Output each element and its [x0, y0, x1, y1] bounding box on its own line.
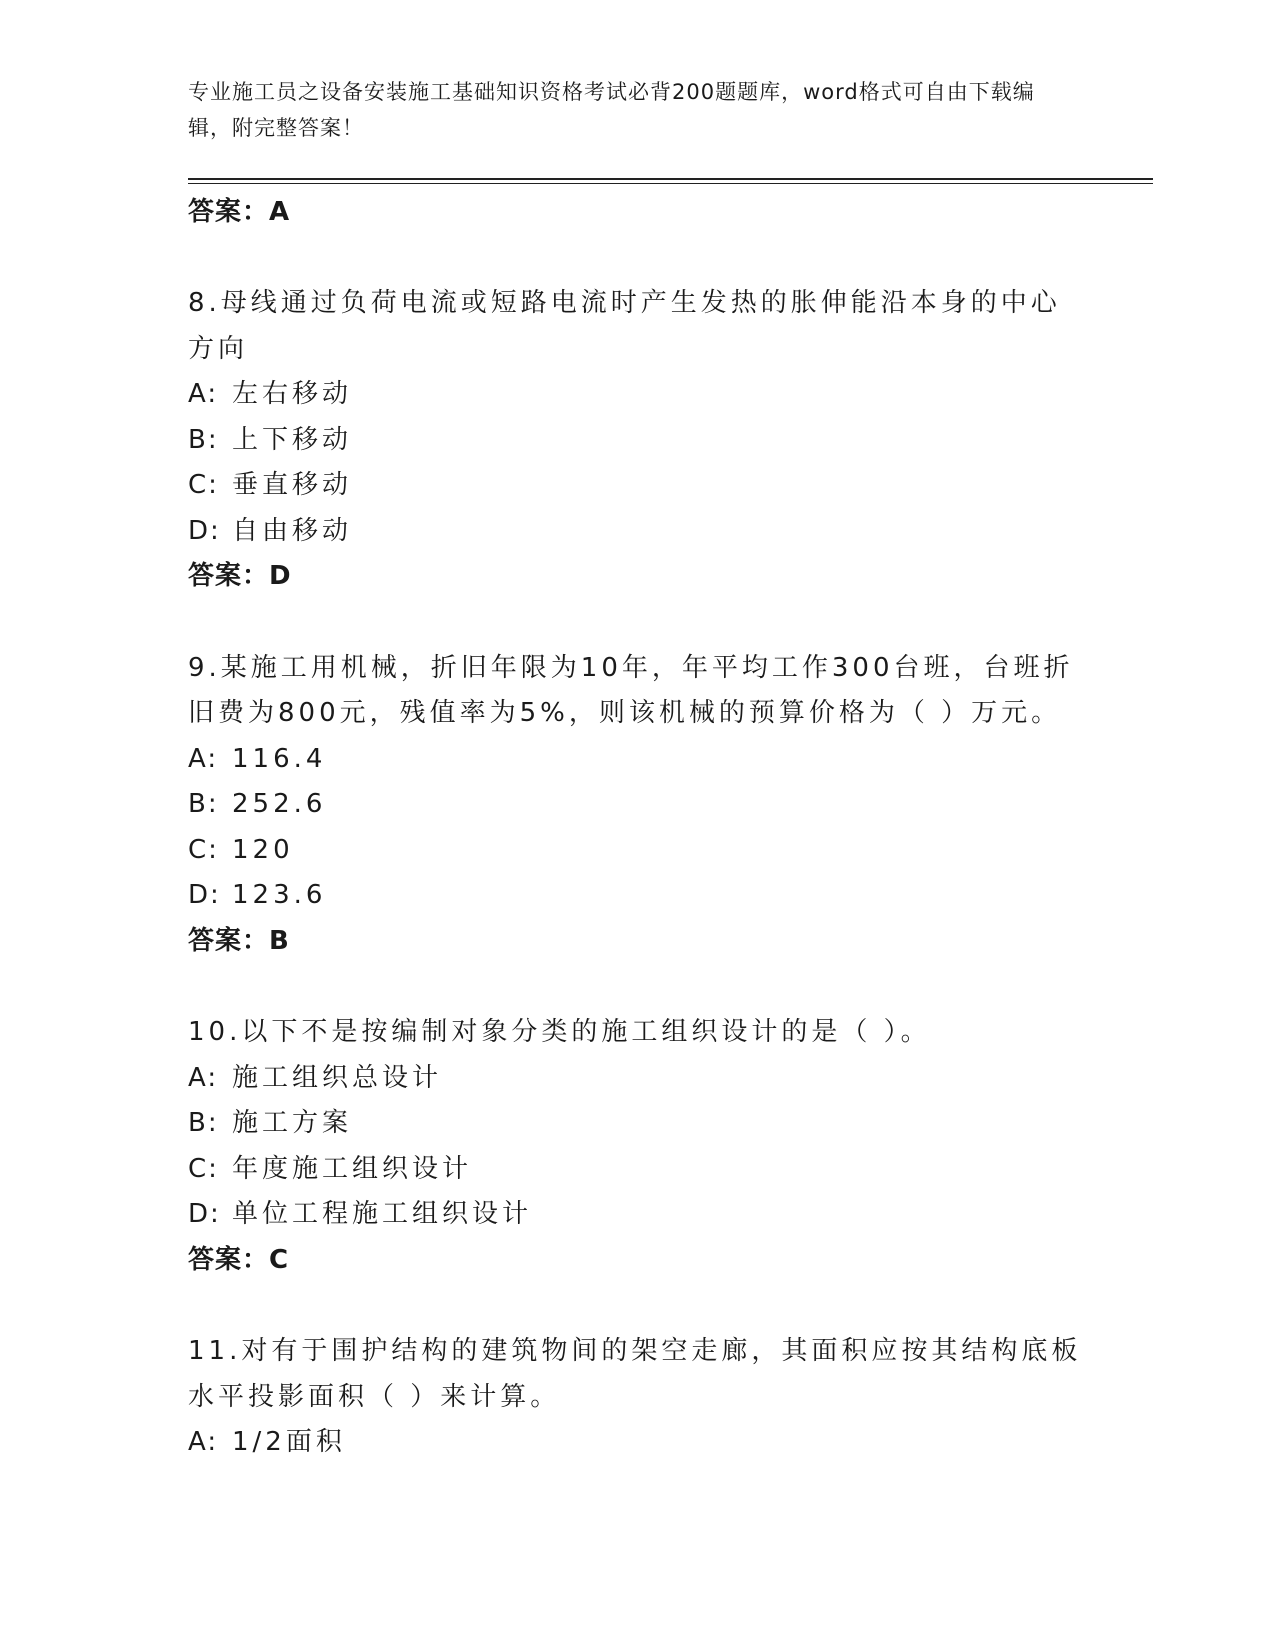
option-b: [188, 782, 1088, 828]
option-a: [188, 1420, 1088, 1466]
option-b: [188, 1101, 1088, 1147]
option-c: [188, 828, 1088, 874]
option-text: 施工方案: [232, 1108, 353, 1138]
header-rule-thin: [188, 183, 1153, 184]
option-c: [188, 463, 1088, 509]
spacer: [188, 235, 1088, 281]
option-label: C:: [188, 834, 219, 865]
option-b: [188, 418, 1088, 464]
question-stem: 10.以下不是按编制对象分类的施工组织设计的是（ ）。: [188, 1017, 931, 1047]
document-body: [188, 190, 1088, 1466]
option-label: D:: [188, 1199, 221, 1229]
header-rule-thick: [188, 178, 1153, 180]
question-9: [188, 646, 1088, 965]
question-11: [188, 1329, 1088, 1466]
option-text: 年度施工组织设计: [232, 1153, 473, 1184]
option-text: 120: [232, 834, 294, 865]
answer-line: 答案：D: [188, 561, 292, 591]
option-d: [188, 509, 1088, 555]
option-text: 施工组织总设计: [232, 1062, 443, 1093]
question-10: [188, 1010, 1088, 1283]
option-a: [188, 372, 1088, 418]
option-text: 垂直移动: [232, 470, 353, 500]
question-stem: 11.对有于围护结构的建筑物间的架空走廊，其面积应按其结构底板水平投影面积（ ）来计算。: [188, 1336, 1082, 1412]
option-text: 252.6: [232, 789, 327, 819]
option-a: [188, 737, 1088, 783]
option-text: 116.4: [232, 743, 327, 774]
option-label: B:: [188, 424, 219, 455]
option-d: [188, 1192, 1088, 1238]
option-label: A:: [188, 743, 219, 774]
answer-line: 答案：B: [188, 925, 290, 956]
spacer: [188, 964, 1088, 1010]
option-text: 123.6: [232, 880, 327, 910]
option-a: [188, 1056, 1088, 1102]
question-stem: 9.某施工用机械，折旧年限为10年，年平均工作300台班，台班折旧费为800元，残值率为5%，则该机械的预算价格为（ ）万元。: [188, 652, 1074, 728]
spacer: [188, 1283, 1088, 1329]
question-8: [188, 281, 1088, 600]
option-text: 左右移动: [232, 379, 353, 409]
answer-previous-question: 答案：A: [188, 197, 291, 227]
answer-line: 答案：C: [188, 1244, 290, 1275]
option-label: A:: [188, 379, 219, 409]
document-header: 专业施工员之设备安装施工基础知识资格考试必背200题题库，word格式可自由下载编辑，附完整答案！: [188, 80, 1035, 140]
option-text: 上下移动: [232, 424, 353, 455]
option-label: C:: [188, 470, 219, 500]
option-d: [188, 873, 1088, 919]
option-label: D:: [188, 880, 221, 910]
option-label: B:: [188, 1108, 219, 1138]
option-label: A:: [188, 1062, 219, 1093]
option-text: 单位工程施工组织设计: [232, 1199, 533, 1229]
option-label: A:: [188, 1427, 219, 1457]
option-text: 1/2面积: [232, 1427, 346, 1457]
question-stem: 8.母线通过负荷电流或短路电流时产生发热的胀伸能沿本身的中心方向: [188, 288, 1061, 364]
option-c: [188, 1147, 1088, 1193]
option-label: C:: [188, 1153, 219, 1184]
option-text: 自由移动: [232, 515, 353, 546]
spacer: [188, 600, 1088, 646]
option-label: D:: [188, 515, 221, 546]
option-label: B:: [188, 789, 219, 819]
